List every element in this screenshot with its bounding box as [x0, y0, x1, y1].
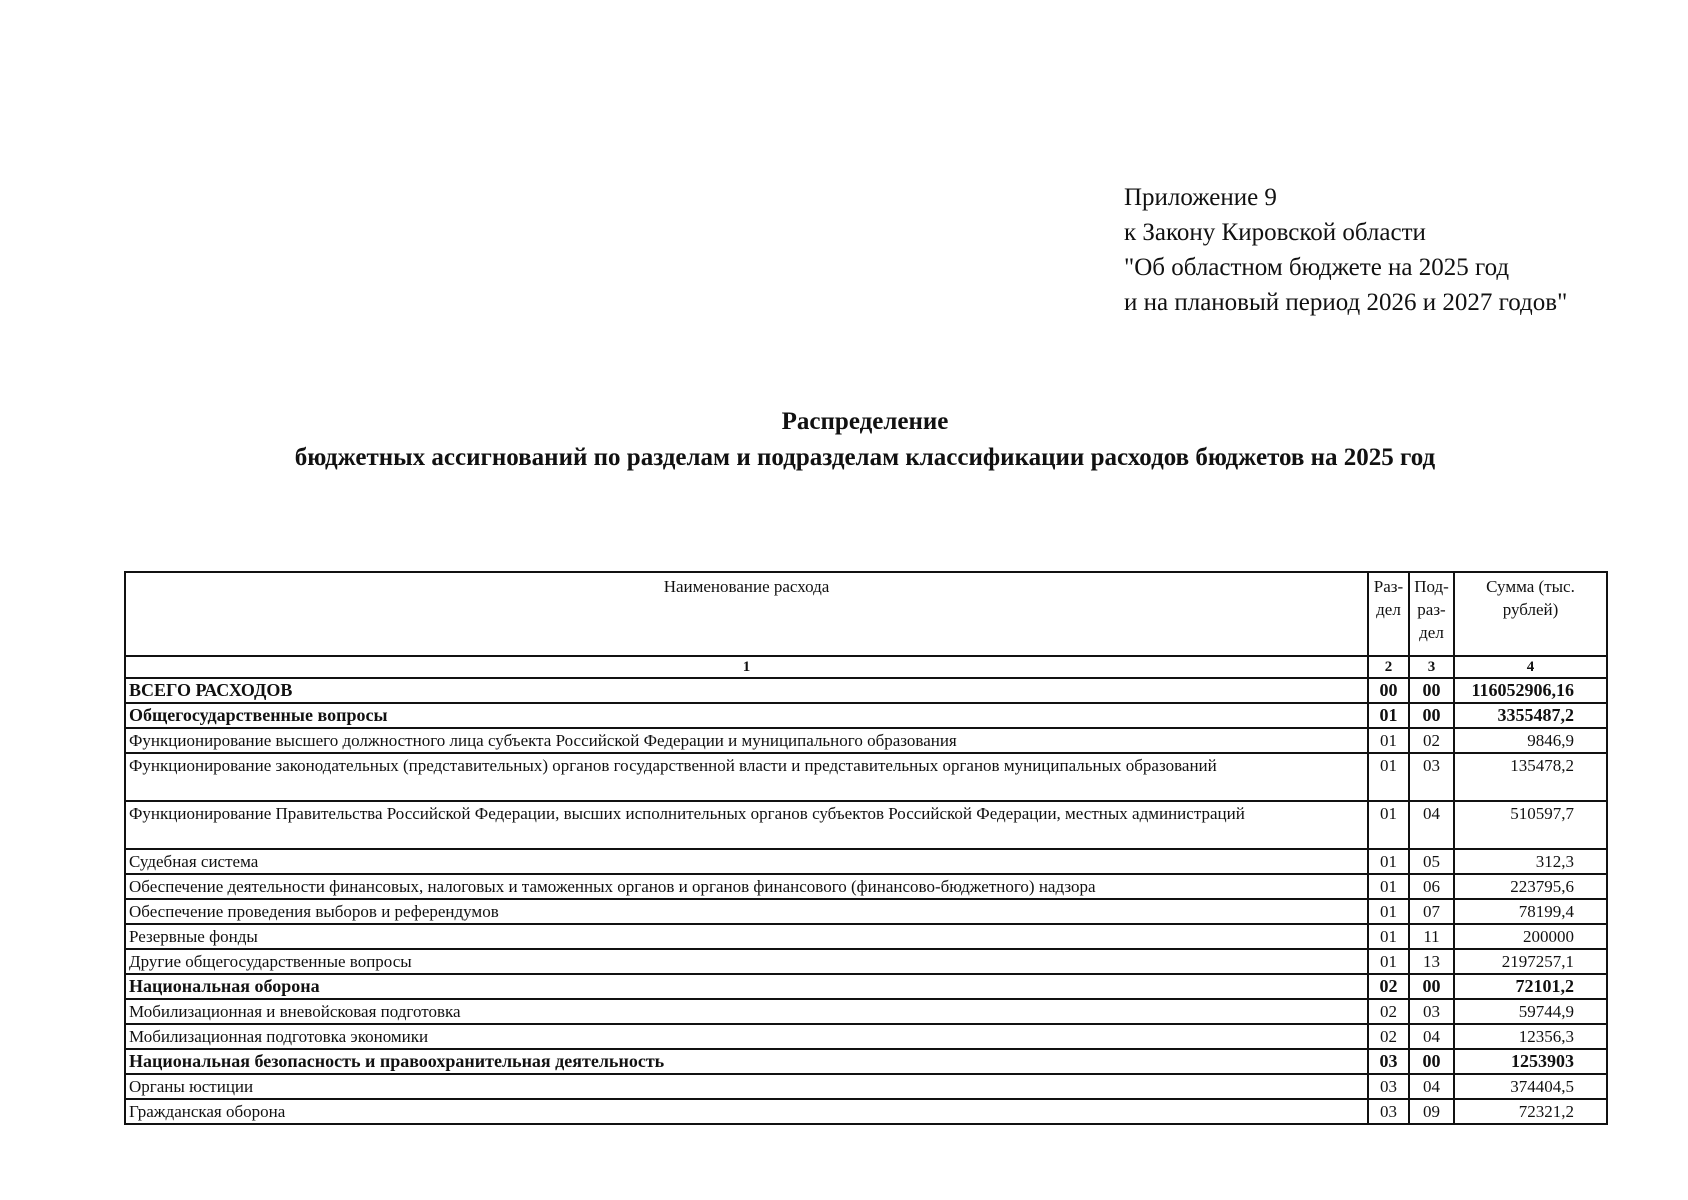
row-name: Обеспечение проведения выборов и референдумов [125, 899, 1368, 924]
row-razdel: 01 [1368, 899, 1409, 924]
row-sum: 312,3 [1454, 849, 1607, 874]
row-razdel: 03 [1368, 1074, 1409, 1099]
row-podrazdel: 04 [1409, 1024, 1454, 1049]
table-row [125, 899, 1607, 924]
row-name: Функционирование законодательных (представительных) органов государственной власти и представительных органов муниципальных образований [125, 753, 1368, 801]
table-row [125, 1099, 1607, 1124]
table-row [125, 753, 1607, 801]
row-razdel: 01 [1368, 728, 1409, 753]
row-name: Гражданская оборона [125, 1099, 1368, 1124]
table-row [125, 924, 1607, 949]
row-sum: 510597,7 [1454, 801, 1607, 849]
table-row [125, 949, 1607, 974]
row-podrazdel: 00 [1409, 1049, 1454, 1074]
row-name: Национальная безопасность и правоохранительная деятельность [125, 1049, 1368, 1074]
row-razdel: 01 [1368, 924, 1409, 949]
row-sum: 59744,9 [1454, 999, 1607, 1024]
title-line: бюджетных ассигнований по разделам и подразделам классификации расходов бюджетов на 2025 год [294, 444, 1436, 471]
row-sum: 12356,3 [1454, 1024, 1607, 1049]
row-podrazdel: 06 [1409, 874, 1454, 899]
row-sum: 374404,5 [1454, 1074, 1607, 1099]
row-razdel: 03 [1368, 1099, 1409, 1124]
table-row [125, 801, 1607, 849]
column-number: 4 [1454, 656, 1607, 678]
row-sum: 223795,6 [1454, 874, 1607, 899]
row-name: Резервные фонды [125, 924, 1368, 949]
row-name: Функционирование высшего должностного лица субъекта Российской Федерации и муниципального образования [125, 728, 1368, 753]
appendix-line: Приложение 9 [1124, 184, 1277, 211]
row-name: Судебная система [125, 849, 1368, 874]
row-podrazdel: 09 [1409, 1099, 1454, 1124]
table-row [125, 874, 1607, 899]
column-number-row [125, 656, 1607, 678]
row-razdel: 01 [1368, 849, 1409, 874]
row-name: Обеспечение деятельности финансовых, налоговых и таможенных органов и органов финансового (финансово-бюджетного) надзора [125, 874, 1368, 899]
row-razdel: 00 [1368, 678, 1409, 703]
row-name: Общегосударственные вопросы [125, 703, 1368, 728]
table-row [125, 1049, 1607, 1074]
budget-table [124, 571, 1608, 1125]
table-row [125, 728, 1607, 753]
row-razdel: 01 [1368, 949, 1409, 974]
table-row [125, 999, 1607, 1024]
row-razdel: 01 [1368, 801, 1409, 849]
row-podrazdel: 13 [1409, 949, 1454, 974]
table-row [125, 1024, 1607, 1049]
row-razdel: 01 [1368, 753, 1409, 801]
header-sum: Сумма (тыс. рублей) [1454, 572, 1607, 656]
appendix-line: "Об областном бюджете на 2025 год [1124, 254, 1510, 281]
table-row [125, 849, 1607, 874]
appendix-note [1124, 180, 1567, 320]
row-sum: 78199,4 [1454, 899, 1607, 924]
row-razdel: 02 [1368, 974, 1409, 999]
row-razdel: 03 [1368, 1049, 1409, 1074]
row-sum: 2197257,1 [1454, 949, 1607, 974]
row-sum: 72101,2 [1454, 974, 1607, 999]
row-name: ВСЕГО РАСХОДОВ [125, 678, 1368, 703]
row-name: Функционирование Правительства Российской Федерации, высших исполнительных органов субъектов Российской Федерации, местных администраций [125, 801, 1368, 849]
row-podrazdel: 03 [1409, 999, 1454, 1024]
row-sum: 9846,9 [1454, 728, 1607, 753]
table-row [125, 678, 1607, 703]
header-row [125, 572, 1607, 656]
column-number: 1 [125, 656, 1368, 678]
row-name: Национальная оборона [125, 974, 1368, 999]
row-podrazdel: 04 [1409, 1074, 1454, 1099]
row-name: Мобилизационная подготовка экономики [125, 1024, 1368, 1049]
appendix-line: и на плановый период 2026 и 2027 годов" [1124, 289, 1568, 316]
row-sum: 3355487,2 [1454, 703, 1607, 728]
row-sum: 200000 [1454, 924, 1607, 949]
header-podrazdel: Под-раз-дел [1409, 572, 1454, 656]
appendix-line: к Закону Кировской области [1124, 219, 1426, 246]
row-razdel: 01 [1368, 703, 1409, 728]
row-podrazdel: 05 [1409, 849, 1454, 874]
row-razdel: 02 [1368, 999, 1409, 1024]
budget-table-container [124, 571, 1606, 1125]
column-number: 2 [1368, 656, 1409, 678]
row-podrazdel: 02 [1409, 728, 1454, 753]
row-razdel: 01 [1368, 874, 1409, 899]
row-razdel: 02 [1368, 1024, 1409, 1049]
row-sum: 116052906,16 [1454, 678, 1607, 703]
row-name: Другие общегосударственные вопросы [125, 949, 1368, 974]
column-number: 3 [1409, 656, 1454, 678]
row-podrazdel: 11 [1409, 924, 1454, 949]
table-body [125, 678, 1607, 1124]
title-line: Распределение [781, 408, 949, 435]
row-name: Мобилизационная и вневойсковая подготовка [125, 999, 1368, 1024]
row-podrazdel: 07 [1409, 899, 1454, 924]
row-name: Органы юстиции [125, 1074, 1368, 1099]
row-sum: 135478,2 [1454, 753, 1607, 801]
row-podrazdel: 00 [1409, 678, 1454, 703]
table-row [125, 974, 1607, 999]
table-row [125, 703, 1607, 728]
row-sum: 72321,2 [1454, 1099, 1607, 1124]
header-razdel: Раз-дел [1368, 572, 1409, 656]
row-podrazdel: 03 [1409, 753, 1454, 801]
header-name: Наименование расхода [125, 572, 1368, 656]
table-row [125, 1074, 1607, 1099]
row-podrazdel: 00 [1409, 974, 1454, 999]
row-podrazdel: 04 [1409, 801, 1454, 849]
row-sum: 1253903 [1454, 1049, 1607, 1074]
row-podrazdel: 00 [1409, 703, 1454, 728]
document-title [0, 404, 1688, 476]
